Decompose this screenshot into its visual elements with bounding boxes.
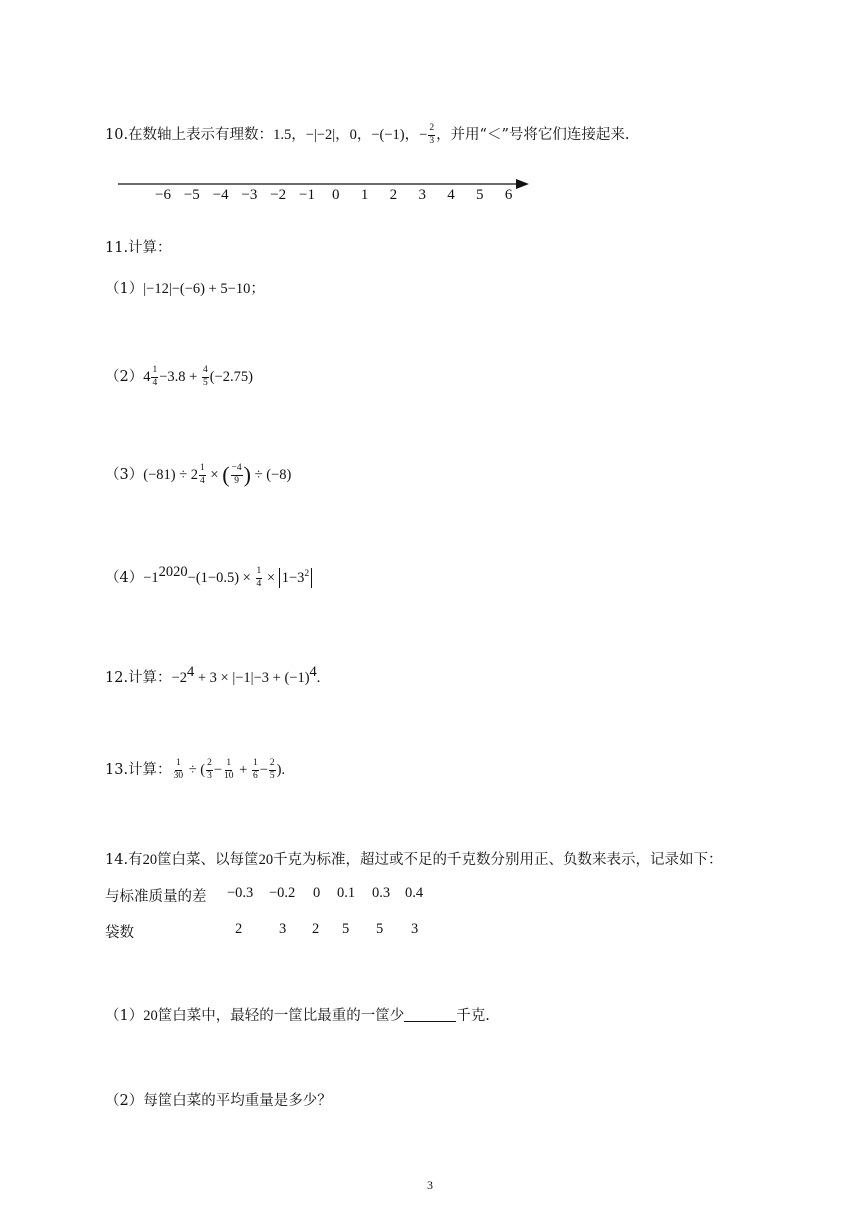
- q11-p4-frac-num: 1: [256, 567, 263, 579]
- q13-frac-1: [206, 759, 213, 781]
- number-line-tick-label: 1: [360, 187, 369, 203]
- q11-p3-frac-2: [231, 464, 243, 486]
- question-13: [105, 758, 285, 781]
- q11-p4-frac: [256, 567, 263, 589]
- q14-text-c: 千克为标准，超过或不足的千克数分别用正、负数来表示，记录如下：: [273, 852, 723, 868]
- q12-mid: + 3 × |−1|−3 + (−1): [194, 670, 310, 686]
- number-line-tick-label: 0: [332, 187, 340, 203]
- q14-row2-cell: 5: [376, 921, 384, 937]
- q14-p1-label: （1）: [105, 1008, 144, 1024]
- q11-p3-left-paren: (: [222, 462, 230, 487]
- q11-p4-mid: −(1−0.5) ×: [187, 570, 255, 586]
- q13-frac-2-num: 1: [225, 759, 232, 771]
- q11-p2-frac-1: [151, 366, 158, 388]
- q13-frac-3: [252, 759, 259, 781]
- q11-p3-frac-1: [199, 464, 206, 486]
- q11-p2-mid: −3.8 +: [159, 369, 201, 385]
- q14-row2-label: 袋数: [105, 925, 134, 941]
- q11-p4-frac-den: 4: [256, 578, 262, 589]
- q11-p1-label: （1）: [105, 281, 144, 297]
- q10-item-2: −|−2|，: [305, 127, 350, 143]
- q11-part-1: [105, 277, 265, 298]
- q14-text-b: 筐白菜、以每筐: [157, 852, 259, 868]
- q14-row1-label: 与标准质量的差: [105, 889, 207, 905]
- q14-row2-cell: 2: [312, 921, 320, 937]
- number-line-tick-label: −4: [212, 187, 229, 203]
- number-line-tick-label: 5: [476, 187, 484, 203]
- number-line-tick-label: 4: [447, 187, 455, 203]
- q14-n1: 20: [142, 852, 158, 868]
- q11-p4-head: −1: [143, 570, 159, 586]
- q10-frac-num: 2: [428, 124, 435, 136]
- number-line-tick-label: 2: [389, 187, 398, 203]
- q11-p2-whole: 4: [143, 369, 151, 385]
- q14-n2: 20: [258, 852, 274, 868]
- q11-p4-exp: 2020: [158, 564, 188, 580]
- q13-op-2: +: [235, 762, 251, 778]
- question-12: [105, 666, 320, 687]
- q11-p4-label: （4）: [105, 570, 144, 586]
- number-line-tick-label: −2: [270, 187, 287, 203]
- q13-frac-0: [173, 759, 185, 781]
- q11-p3-times: ×: [206, 467, 223, 483]
- q10-prefix: 10.在数轴上表示有理数：: [105, 127, 274, 143]
- q13-title: 13.计算：: [105, 762, 172, 778]
- q14-row1-cell: 0.3: [372, 885, 391, 901]
- q10-frac-sign: −: [419, 127, 428, 143]
- q14-row2-cell: 3: [411, 921, 419, 937]
- page-number: 3: [427, 1178, 433, 1192]
- q11-p2-frac-1-num: 1: [151, 366, 158, 378]
- q11-p2-frac-2-den: 5: [202, 377, 208, 388]
- q11-p3-label: （3）: [105, 467, 144, 483]
- q14-row2-cell: 5: [342, 921, 350, 937]
- q12-exp-1: 4: [187, 664, 195, 680]
- q13-frac-4: [269, 759, 276, 781]
- q11-part-3: [105, 462, 291, 488]
- q11-part-4: [105, 566, 312, 589]
- question-10: [105, 123, 630, 146]
- q11-p3-head: (−81) ÷ 2: [143, 467, 199, 483]
- q13-frac-3-num: 1: [252, 759, 259, 771]
- q12-title: 12.计算：: [105, 670, 172, 686]
- q11-p3-tail: ÷ (−8): [250, 467, 292, 483]
- q13-op-3: −: [259, 762, 268, 778]
- q14-part-2: （2）每筐白菜的平均重量是多少？: [105, 1093, 332, 1109]
- q14-row1-cell: −0.3: [227, 885, 254, 901]
- q11-p3-frac-1-den: 4: [200, 475, 205, 486]
- q14-p1-text-a: 筐白菜中，最轻的一筐比最重的一筐少: [157, 1008, 405, 1024]
- q13-frac-3-den: 6: [252, 770, 258, 781]
- q12-exp-2: 4: [309, 664, 317, 680]
- q11-p4-abs-exp: 2: [304, 569, 310, 579]
- number-line-tick-label: −6: [155, 187, 171, 203]
- q13-div: ÷ (: [185, 762, 206, 778]
- q10-frac-den: 3: [429, 135, 435, 146]
- q12-end: .: [316, 670, 321, 686]
- q11-p2-label: （2）: [105, 369, 144, 385]
- q13-frac-1-num: 2: [206, 759, 213, 771]
- q14-p1-text-b: 千克.: [456, 1008, 490, 1024]
- q11-p3-right-paren: ): [243, 462, 251, 487]
- q14-row1-cell: 0.4: [405, 885, 424, 901]
- q13-frac-4-den: 5: [269, 770, 275, 781]
- q10-item-3: 0，: [349, 127, 372, 143]
- q11-title: 11.计算：: [105, 240, 172, 256]
- q11-p2-tail: (−2.75): [209, 369, 253, 385]
- q10-item-1: 1.5，: [273, 127, 306, 143]
- number-line-arrow: [516, 179, 529, 189]
- q11-part-2: [105, 365, 253, 388]
- q11-p2-frac-1-den: 4: [152, 377, 158, 388]
- q11-p4-abs-head: 1−3: [281, 570, 305, 586]
- q14-text-a: 14.有: [105, 852, 143, 868]
- q13-frac-4-num: 2: [269, 759, 276, 771]
- q14-part-1: [105, 1004, 490, 1025]
- q13-frac-0-num: 1: [175, 759, 182, 771]
- q11-p1-expr: |−12|−(−6) + 5−10；: [143, 281, 265, 297]
- q13-frac-1-den: 3: [207, 770, 212, 781]
- number-line-tick-label: 3: [418, 187, 426, 203]
- q14-row2-cell: 3: [279, 921, 287, 937]
- q14-row1-cell: 0.1: [337, 885, 356, 901]
- q12-head: −2: [171, 670, 187, 686]
- q14-row1-cell: −0.2: [269, 885, 296, 901]
- q13-frac-2: [223, 759, 235, 781]
- q11-p4-times: ×: [263, 570, 279, 586]
- q11-p3-frac-1-num: 1: [199, 464, 206, 476]
- q10-suffix: ，并用“＜”号将它们连接起来.: [436, 127, 630, 143]
- q13-frac-2-den: 10: [224, 770, 234, 781]
- q13-op-1: −: [213, 762, 223, 778]
- q14-row1-cell: 0: [313, 885, 321, 901]
- q11-p3-frac-2-den: 9: [234, 475, 239, 486]
- q11-p2-frac-2-num: 4: [202, 366, 209, 378]
- q13-frac-0-den: 30: [173, 770, 184, 781]
- q11-p4-abs: [279, 568, 312, 588]
- question-14: [105, 848, 723, 869]
- number-line-tick-label: 6: [504, 187, 513, 203]
- answer-blank[interactable]: [404, 1007, 456, 1022]
- q13-end: ).: [276, 762, 286, 778]
- q10-item-4: −(−1)，: [371, 127, 420, 143]
- number-line-tick-label: −3: [241, 187, 258, 203]
- q14-table-row-2: [105, 921, 505, 941]
- q14-p1-n: 20: [143, 1008, 158, 1024]
- q14-row2-cell: 2: [235, 921, 243, 937]
- q10-fraction: [428, 124, 435, 146]
- q11-p2-frac-2: [202, 366, 209, 388]
- number-line: [112, 174, 532, 194]
- q14-table-row-1: [105, 885, 505, 905]
- q11-p3-frac-2-num: −4: [231, 464, 243, 476]
- number-line-tick-label: −5: [183, 187, 200, 203]
- number-line-tick-label: −1: [299, 187, 315, 203]
